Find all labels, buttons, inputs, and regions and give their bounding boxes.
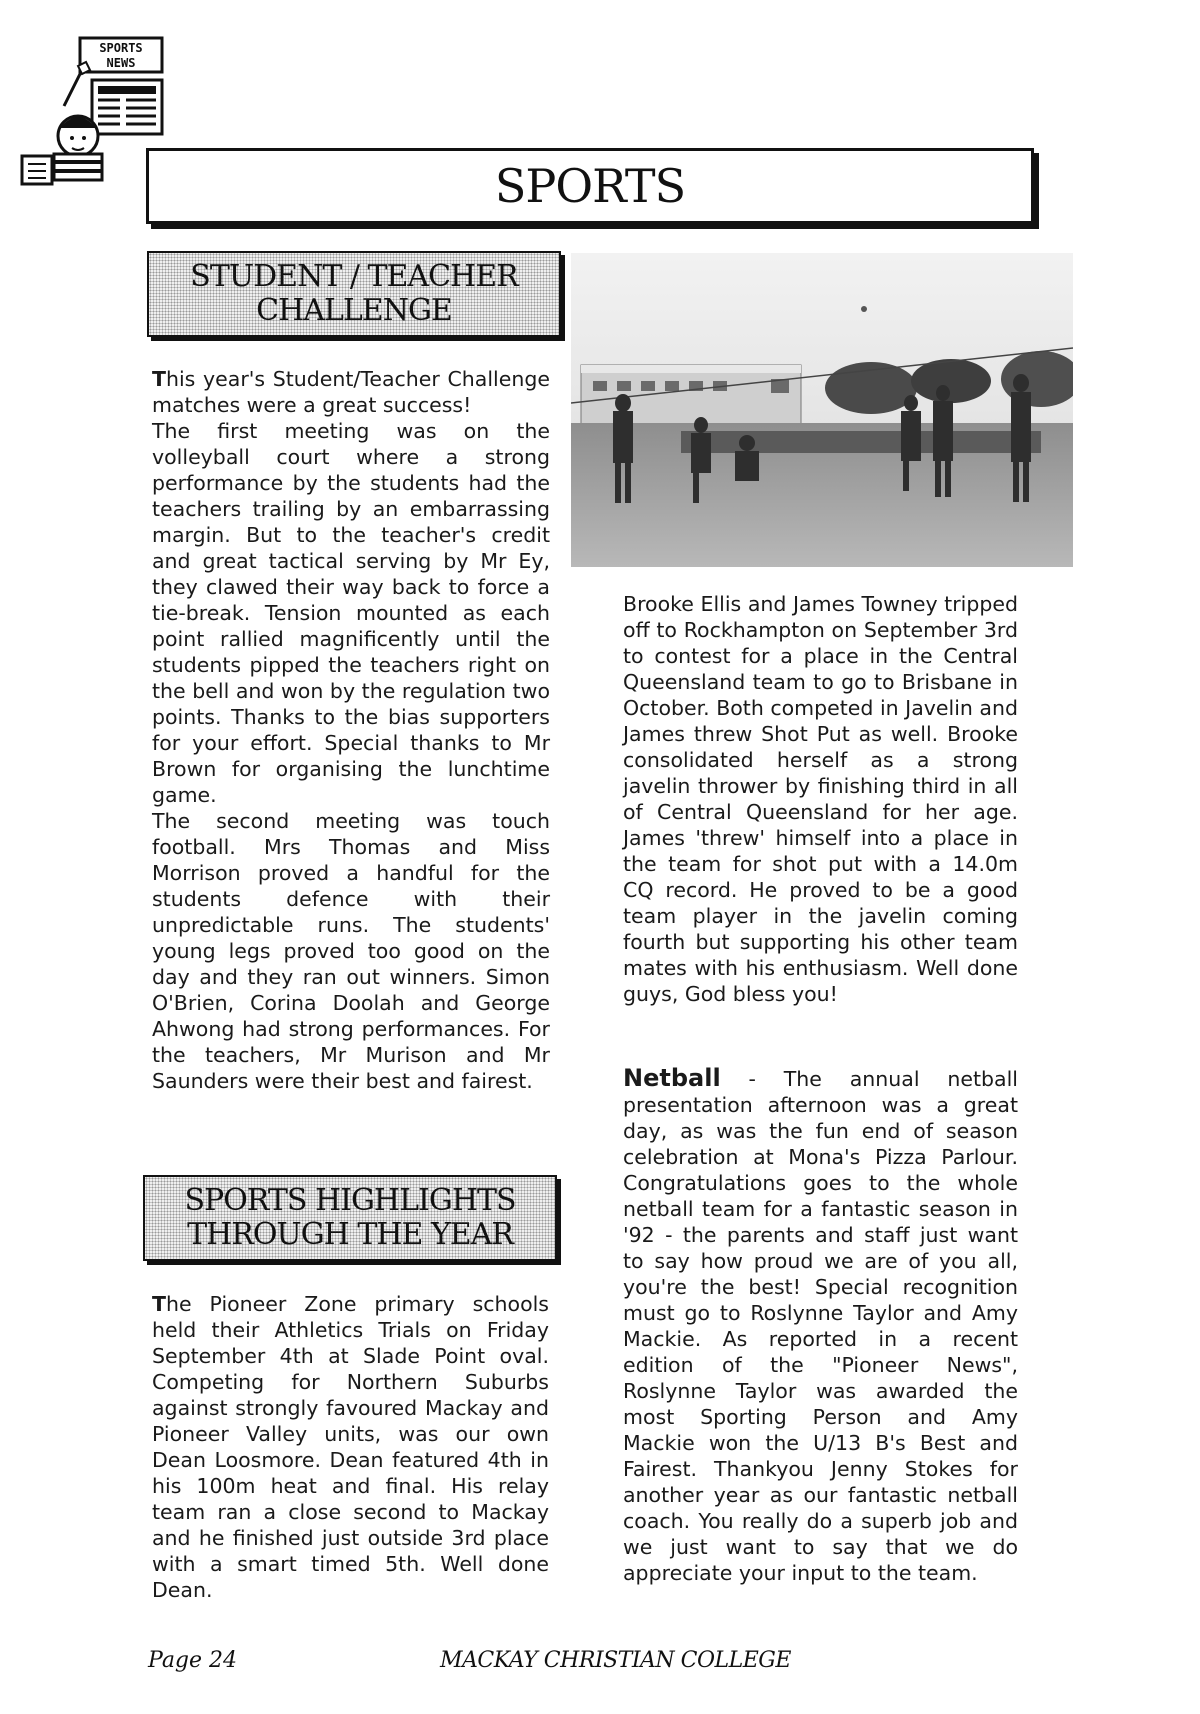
netball-label: Netball xyxy=(623,1064,721,1092)
challenge-paragraph-1-text: his year's Student/Teacher Challenge matches were a great success! xyxy=(152,367,550,417)
challenge-dropcap: T xyxy=(152,367,166,391)
challenge-paragraph-1 xyxy=(152,366,550,418)
netball-paragraph xyxy=(623,1065,1018,1586)
challenge-paragraph-2: The first meeting was on the volleyball court where a strong performance by the students had the teachers trailing by an embarrassing margin. But to the teacher's credit and great tactical serving by Mr Ey, they clawed their way back to force a tie-break. Tension mounted as each point rallied magnificently until the students pipped the teachers right on the bell and won by the regulation two points. Thanks to the bias supporters for your effort. Special thanks to Mr Brown for organising the lunchtime game. xyxy=(152,419,550,807)
highlights-paragraph xyxy=(152,1291,549,1603)
challenge-heading-line2: CHALLENGE xyxy=(256,293,452,328)
highlights-paragraph-text: he Pioneer Zone primary schools held their Athletics Trials on Friday September 4th at Slade Point oval. Competing for Northern Suburbs against strongly favoured Mackay and Pioneer Valley units, was our own Dean Loosmore. Dean featured 4th in his 100m heat and final. His relay team ran a close second to Mackay and he finished just outside 3rd place with a smart timed 5th. Well done Dean. xyxy=(152,1292,549,1602)
sports-news-logo xyxy=(20,36,165,186)
challenge-heading-line1: STUDENT / TEACHER xyxy=(190,259,518,294)
logo-sports-text: SPORTS xyxy=(99,41,143,55)
sports-photo xyxy=(571,253,1073,567)
netball-text: - The annual netball presentation afternoon was a great day, as was the fun end of season celebration at Mona's Pizza Parlour. Congratulations goes to the whole netball team for a fantastic season in '92 - the parents and staff just want to say how proud we are of you all, you're the best! Special recognition must go to Roslynne Taylor and Amy Mackie. As reported in a recent edition of the "Pioneer News", Roslynne Taylor was awarded the most Sporting Person and Amy Mackie won the U/13 B's Best and Fairest. Thankyou Jenny Stokes for another year as our fantastic netball coach. You really do a superb job and we just want to say that we do appreciate your input to the team. xyxy=(623,1067,1018,1585)
sports-field-photo-image xyxy=(571,253,1073,567)
page-title: SPORTS xyxy=(494,159,686,213)
rockhampton-article xyxy=(623,591,1018,1007)
logo-news-text: NEWS xyxy=(106,56,136,70)
rockhampton-paragraph: Brooke Ellis and James Towney tripped off to Rockhampton on September 3rd to contest for a place in the Central Queensland team to go to Brisbane in October. Both competed in Javelin and James threw Shot Put as well. Brooke consolidated herself as a strong javelin thrower by finishing third in all of Central Queensland for her age. James 'threw' himself into a place in the team for shot put with a 14.0m CQ record. He proved to be a good team player in the javelin coming fourth but supporting his other team mates with his enthusiasm. Well done guys, God bless you! xyxy=(623,592,1018,1006)
challenge-article xyxy=(152,366,550,1094)
page-number: Page 24 xyxy=(148,1648,238,1673)
newspaper-reader-icon xyxy=(20,36,165,186)
netball-article xyxy=(623,1065,1018,1586)
highlights-dropcap: T xyxy=(152,1292,166,1316)
highlights-article xyxy=(152,1291,549,1603)
college-name: MACKAY CHRISTIAN COLLEGE xyxy=(440,1648,791,1673)
page-title-box xyxy=(146,148,1034,224)
highlights-heading xyxy=(143,1175,557,1261)
highlights-heading-line2: THROUGH THE YEAR xyxy=(187,1217,513,1252)
challenge-paragraph-3: The second meeting was touch football. Mrs Thomas and Miss Morrison proved a handful for the students defence with their unpredictable runs. The students' young legs proved too good on the day and they ran out winners. Simon O'Brien, Corina Doolah and George Ahwong had strong performances. For the teachers, Mr Murison and Mr Saunders were their best and fairest. xyxy=(152,809,550,1093)
challenge-heading xyxy=(147,251,561,337)
highlights-heading-line1: SPORTS HIGHLIGHTS xyxy=(184,1183,516,1218)
